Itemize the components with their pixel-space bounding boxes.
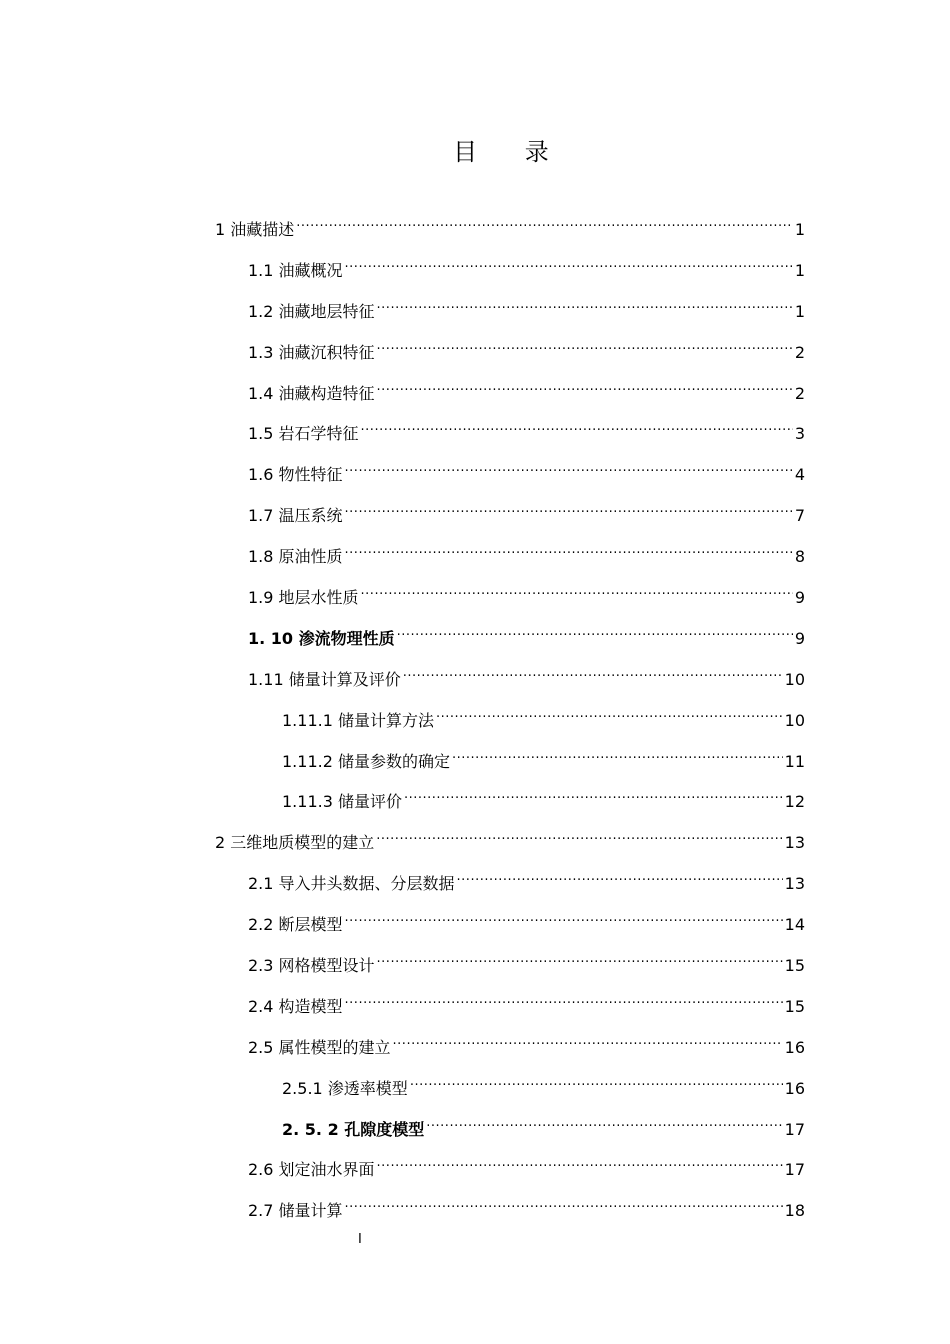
toc-entry-page: 15 [784, 996, 805, 1016]
toc-dot-leader [345, 896, 783, 930]
toc-dot-leader [377, 937, 783, 971]
toc-entry[interactable] [248, 446, 805, 487]
toc-entry-page: 13 [784, 833, 805, 853]
toc-dot-leader [345, 446, 793, 480]
toc-entry[interactable] [248, 610, 805, 651]
toc-entry-label: 1.6 物性特征 [248, 465, 343, 485]
toc-dot-leader [393, 1019, 783, 1053]
toc-entry-label: 1.11.2 储量参数的确定 [282, 751, 450, 771]
toc-entry[interactable] [248, 528, 805, 569]
toc-entry-page: 9 [794, 628, 805, 648]
toc-entry-label: 1.1 油藏概况 [248, 260, 343, 280]
toc-entry-label: 1.11.3 储量评价 [282, 792, 402, 812]
toc-entry[interactable] [248, 242, 805, 283]
toc-entry-page: 1 [794, 260, 805, 280]
toc-entry[interactable] [248, 324, 805, 365]
toc-entry-page: 10 [784, 669, 805, 689]
toc-dot-leader [404, 773, 783, 807]
toc-entry-label: 1.9 地层水性质 [248, 588, 359, 608]
toc-entry-label: 2.3 网格模型设计 [248, 956, 375, 976]
toc-entry-page: 17 [784, 1160, 805, 1180]
toc-entry-page: 3 [794, 424, 805, 444]
toc-dot-leader [345, 487, 793, 521]
page-title: 目 录 [453, 138, 569, 166]
toc-entry-label: 1.5 岩石学特征 [248, 424, 359, 444]
toc-entry-label: 2.1 导入井头数据、分层数据 [248, 874, 455, 894]
toc-dot-leader [345, 1182, 783, 1216]
toc-entry-label: 2.2 断层模型 [248, 915, 343, 935]
toc-entry[interactable] [215, 201, 805, 242]
toc-entry-page: 16 [784, 1037, 805, 1057]
toc-dot-leader [410, 1060, 783, 1094]
toc-dot-leader [452, 733, 783, 767]
toc-entry-page: 2 [794, 342, 805, 362]
toc-entry[interactable] [248, 896, 805, 937]
toc-dot-leader [377, 324, 793, 358]
toc-dot-leader [345, 242, 793, 276]
toc-dot-leader [403, 651, 783, 685]
toc-entry-page: 14 [784, 915, 805, 935]
toc-entry-page: 17 [784, 1119, 805, 1139]
toc-dot-leader [377, 1141, 783, 1175]
toc-entry[interactable] [282, 1101, 805, 1142]
toc-entry[interactable] [282, 1060, 805, 1101]
toc-entry-label: 1.4 油藏构造特征 [248, 383, 375, 403]
toc-dot-leader [436, 692, 783, 726]
toc-dot-leader [377, 283, 793, 317]
toc-entry-page: 13 [784, 874, 805, 894]
toc-entry[interactable] [248, 1182, 805, 1223]
toc-entry-label: 2. 5. 2 孔隙度模型 [282, 1119, 425, 1139]
toc-entry-page: 8 [794, 547, 805, 567]
toc-entry[interactable] [248, 487, 805, 528]
toc-entry[interactable] [248, 569, 805, 610]
toc-entry-label: 2.6 划定油水界面 [248, 1160, 375, 1180]
toc-entry-page: 18 [784, 1201, 805, 1221]
toc-entry[interactable] [282, 692, 805, 733]
toc-dot-leader [296, 201, 793, 235]
toc-entry-label: 2.5.1 渗透率模型 [282, 1078, 408, 1098]
toc-entry-label: 1.11.1 储量计算方法 [282, 710, 434, 730]
toc-entry[interactable] [248, 937, 805, 978]
toc-entry[interactable] [248, 365, 805, 406]
toc-entry-label: 1.7 温压系统 [248, 506, 343, 526]
toc-entry-label: 1.8 原油性质 [248, 547, 343, 567]
toc-entry-label: 1.11 储量计算及评价 [248, 669, 401, 689]
toc-dot-leader [376, 814, 782, 848]
page-footer-number: I [358, 1232, 362, 1247]
toc-entry[interactable] [248, 978, 805, 1019]
toc-entry[interactable] [248, 283, 805, 324]
toc-entry-page: 12 [784, 792, 805, 812]
toc-entry-page: 1 [794, 301, 805, 321]
toc-entry-page: 10 [784, 710, 805, 730]
toc-entry[interactable] [248, 1141, 805, 1182]
toc-entry-page: 2 [794, 383, 805, 403]
toc-entry[interactable] [282, 733, 805, 774]
toc-entry[interactable] [248, 1019, 805, 1060]
toc-entry-page: 7 [794, 506, 805, 526]
toc-entry-label: 2 三维地质模型的建立 [215, 833, 375, 853]
toc-entry[interactable] [248, 405, 805, 446]
toc-entry-page: 9 [794, 588, 805, 608]
toc-entry[interactable] [248, 855, 805, 896]
toc-entry-page: 16 [784, 1078, 805, 1098]
toc-dot-leader [345, 528, 793, 562]
toc-dot-leader [361, 405, 793, 439]
table-of-contents [0, 201, 950, 1223]
toc-dot-leader [345, 978, 783, 1012]
toc-entry[interactable] [248, 651, 805, 692]
toc-dot-leader [426, 1101, 782, 1135]
toc-entry-label: 1.3 油藏沉积特征 [248, 342, 375, 362]
toc-dot-leader [361, 569, 793, 603]
toc-entry-label: 2.7 储量计算 [248, 1201, 343, 1221]
toc-entry-page: 4 [794, 465, 805, 485]
toc-entry-label: 1. 10 渗流物理性质 [248, 628, 395, 648]
toc-dot-leader [377, 365, 793, 399]
toc-entry-label: 2.5 属性模型的建立 [248, 1037, 391, 1057]
toc-entry-page: 15 [784, 956, 805, 976]
toc-entry-label: 1.2 油藏地层特征 [248, 301, 375, 321]
toc-entry[interactable] [215, 814, 805, 855]
toc-entry-page: 11 [784, 751, 805, 771]
toc-entry-label: 2.4 构造模型 [248, 996, 343, 1016]
toc-dot-leader [457, 855, 783, 889]
toc-entry-label: 1 油藏描述 [215, 220, 295, 239]
toc-entry-page: 1 [794, 220, 805, 239]
toc-dot-leader [397, 610, 793, 644]
toc-entry[interactable] [282, 773, 805, 814]
